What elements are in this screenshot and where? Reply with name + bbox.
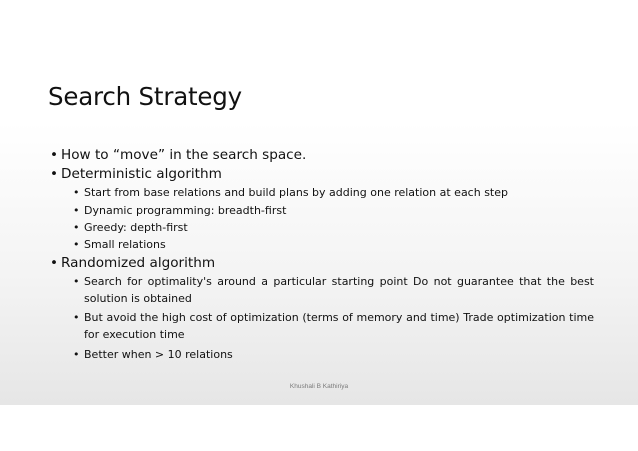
bullet-marker: • bbox=[50, 255, 59, 271]
sub-bullet-greedy bbox=[73, 219, 188, 236]
bullet-text: But avoid the high cost of optimization (terms of memory and time) Trade optimization time for execution time bbox=[84, 311, 594, 341]
sub-bullet-better-when bbox=[73, 346, 233, 363]
sub-bullet-search-optimality bbox=[73, 273, 594, 307]
bullet-marker: • bbox=[73, 348, 80, 361]
page-background-below-slide bbox=[0, 405, 638, 451]
bullet-text: Small relations bbox=[84, 238, 166, 251]
slide-title: Search Strategy bbox=[48, 82, 242, 111]
bullet-marker: • bbox=[73, 186, 80, 199]
bullet-text: Search for optimality's around a particular starting point Do not guarantee that the best solution is obtained bbox=[84, 275, 594, 305]
sub-bullet-avoid-high-cost bbox=[73, 309, 594, 343]
bullet-deterministic-algorithm bbox=[50, 165, 222, 183]
bullet-text: Greedy: depth-first bbox=[84, 221, 188, 234]
sub-bullet-base-relations bbox=[73, 184, 508, 201]
bullet-marker: • bbox=[73, 311, 80, 324]
bullet-text: How to “move” in the search space. bbox=[61, 147, 307, 163]
bullet-marker: • bbox=[50, 166, 59, 182]
bullet-marker: • bbox=[73, 238, 80, 251]
bullet-text: Randomized algorithm bbox=[61, 255, 216, 271]
bullet-marker: • bbox=[73, 204, 80, 217]
bullet-marker: • bbox=[50, 147, 59, 163]
sub-bullet-dynamic-programming bbox=[73, 202, 286, 219]
bullet-text: Start from base relations and build plans by adding one relation at each step bbox=[84, 186, 508, 199]
bullet-text: Dynamic programming: breadth-first bbox=[84, 204, 287, 217]
bullet-marker: • bbox=[73, 221, 80, 234]
bullet-how-to-move bbox=[50, 146, 306, 164]
slide-footer: Khushali B Kathiriya bbox=[289, 383, 349, 390]
bullet-randomized-algorithm bbox=[50, 254, 215, 272]
bullet-text: Deterministic algorithm bbox=[61, 166, 222, 182]
bullet-marker: • bbox=[73, 275, 80, 288]
bullet-text: Better when > 10 relations bbox=[84, 348, 233, 361]
sub-bullet-small-relations bbox=[73, 236, 166, 253]
